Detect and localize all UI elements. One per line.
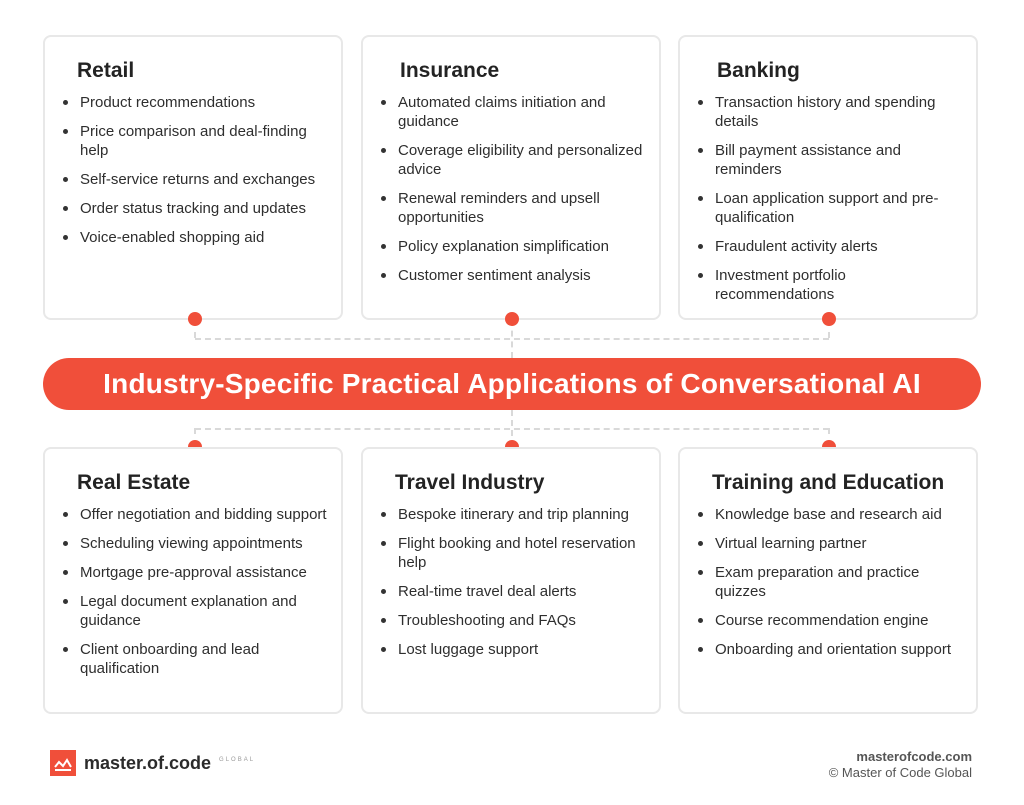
list-item: Troubleshooting and FAQs xyxy=(381,611,649,630)
list-item: Price comparison and deal-finding help xyxy=(63,122,331,160)
bullet-icon xyxy=(381,273,386,278)
list-item: Client onboarding and lead qualification xyxy=(63,640,331,678)
list-item: Coverage eligibility and personalized advice xyxy=(381,141,649,179)
bullet-icon xyxy=(381,244,386,249)
bullet-icon xyxy=(63,647,68,652)
bullet-icon xyxy=(381,647,386,652)
bullet-icon xyxy=(698,148,703,153)
card-title: Banking xyxy=(717,59,800,82)
card-list xyxy=(63,93,331,257)
list-item: Voice-enabled shopping aid xyxy=(63,228,331,247)
bullet-icon xyxy=(381,100,386,105)
card-banking xyxy=(678,35,978,320)
list-item: Policy explanation simplification xyxy=(381,237,649,256)
list-item: Offer negotiation and bidding support xyxy=(63,505,331,524)
bullet-icon xyxy=(63,570,68,575)
bullet-icon xyxy=(63,512,68,517)
copyright-text: © Master of Code Global xyxy=(828,765,972,780)
bullet-icon xyxy=(698,196,703,201)
bullet-icon xyxy=(698,647,703,652)
card-title: Travel Industry xyxy=(395,471,545,494)
page-title: Industry-Specific Practical Applications of Conversational AI xyxy=(103,368,921,399)
bullet-icon xyxy=(63,599,68,604)
list-item: Virtual learning partner xyxy=(698,534,966,553)
bullet-icon xyxy=(698,273,703,278)
list-item: Knowledge base and research aid xyxy=(698,505,966,524)
card-insurance xyxy=(361,35,661,320)
card-retail xyxy=(43,35,343,320)
card-title: Insurance xyxy=(400,59,500,82)
bullet-icon xyxy=(381,589,386,594)
logo-text: master.of.code xyxy=(84,752,212,773)
list-item: Exam preparation and practice quizzes xyxy=(698,563,966,601)
bullet-icon xyxy=(698,618,703,623)
list-item: Automated claims initiation and guidance xyxy=(381,93,649,131)
bullet-icon xyxy=(63,177,68,182)
list-item: Flight booking and hotel reservation help xyxy=(381,534,649,572)
bullet-icon xyxy=(63,206,68,211)
card-title: Retail xyxy=(77,59,135,82)
bullet-icon xyxy=(381,196,386,201)
bullet-icon xyxy=(698,244,703,249)
list-item: Course recommendation engine xyxy=(698,611,966,630)
list-item: Renewal reminders and upsell opportunities xyxy=(381,189,649,227)
bullet-icon xyxy=(63,100,68,105)
bullet-icon xyxy=(698,100,703,105)
list-item: Mortgage pre-approval assistance xyxy=(63,563,331,582)
card-training-education xyxy=(678,447,978,714)
bullet-icon xyxy=(698,541,703,546)
list-item: Product recommendations xyxy=(63,93,331,112)
list-item: Bill payment assistance and reminders xyxy=(698,141,966,179)
card-real-estate xyxy=(43,447,343,714)
card-list xyxy=(381,505,649,669)
list-item: Legal document explanation and guidance xyxy=(63,592,331,630)
list-item: Scheduling viewing appointments xyxy=(63,534,331,553)
title-banner xyxy=(43,358,981,410)
footer-credits xyxy=(829,749,972,781)
list-item: Order status tracking and updates xyxy=(63,199,331,218)
list-item: Onboarding and orientation support xyxy=(698,640,966,659)
card-list xyxy=(381,93,649,295)
list-item: Investment portfolio recommendations xyxy=(698,266,966,304)
bullet-icon xyxy=(63,129,68,134)
list-item: Fraudulent activity alerts xyxy=(698,237,966,256)
list-item: Real-time travel deal alerts xyxy=(381,582,649,601)
bullet-icon xyxy=(698,512,703,517)
logo-subtext: GLOBAL xyxy=(219,757,256,763)
bullet-icon xyxy=(381,148,386,153)
bullet-icon xyxy=(381,618,386,623)
bullet-icon xyxy=(381,541,386,546)
list-item: Self-service returns and exchanges xyxy=(63,170,331,189)
card-list xyxy=(698,505,966,669)
list-item: Bespoke itinerary and trip planning xyxy=(381,505,649,524)
site-link[interactable]: masterofcode.com xyxy=(856,749,972,764)
bullet-icon xyxy=(63,541,68,546)
bullet-icon xyxy=(63,235,68,240)
list-item: Lost luggage support xyxy=(381,640,649,659)
brand-logo[interactable] xyxy=(50,750,255,776)
list-item: Loan application support and pre-qualification xyxy=(698,189,966,227)
card-travel-industry xyxy=(361,447,661,714)
logo-icon xyxy=(50,750,76,776)
card-list xyxy=(63,505,331,688)
bullet-icon xyxy=(698,570,703,575)
list-item: Transaction history and spending details xyxy=(698,93,966,131)
bullet-icon xyxy=(381,512,386,517)
connector-dot xyxy=(822,312,836,326)
list-item: Customer sentiment analysis xyxy=(381,266,649,285)
connector-dot xyxy=(188,312,202,326)
card-title: Training and Education xyxy=(712,471,945,494)
connector-dot xyxy=(505,312,519,326)
card-title: Real Estate xyxy=(77,471,191,494)
card-list xyxy=(698,93,966,314)
